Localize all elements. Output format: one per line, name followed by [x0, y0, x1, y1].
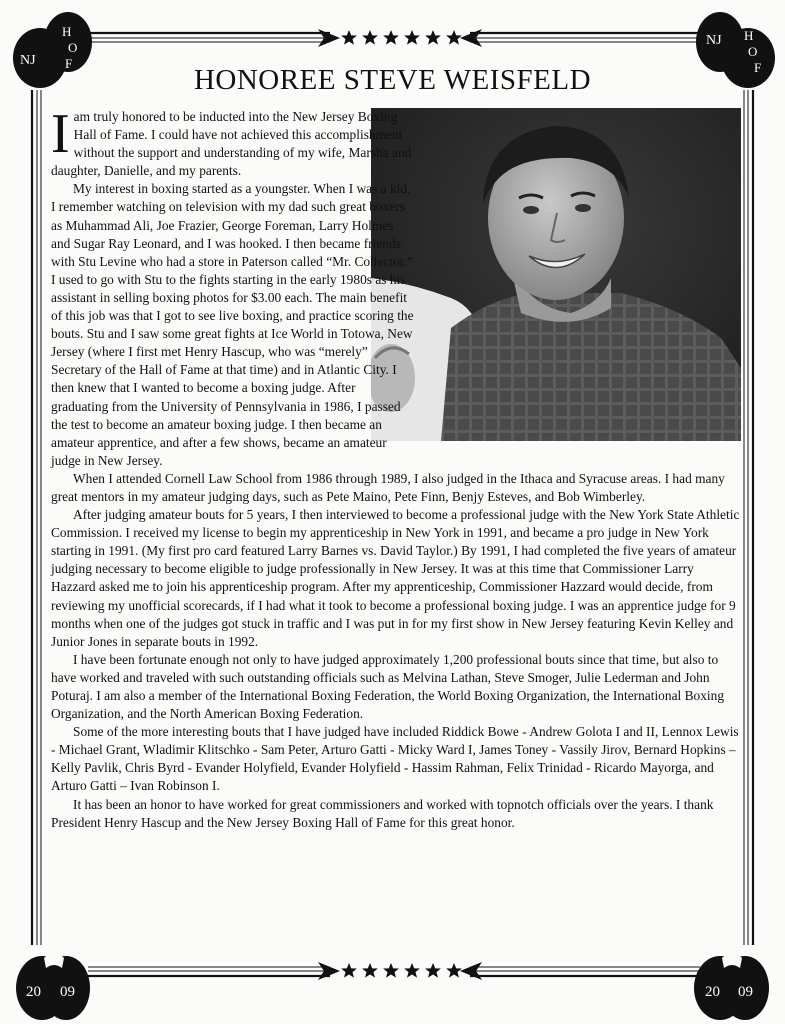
glove-logo-bottom-right [694, 954, 769, 1020]
photo-space [415, 108, 741, 441]
page-title: HONOREE STEVE WEISFELD [193, 64, 592, 96]
paragraph-2: My interest in boxing started as a youngster. When I was a kid, I remember watching on television with my dad such great boxers as Muhammad Ali, Joe Frazier, George Foreman, Larry Holmes and Sugar Ray Leonard, and I was hooked. I then became friends with Stu Levine who had a store in Paterson called “Mr. Collector.” I used to go with Stu to the fights starting in the early 1980s as his assistant in selling boxing photos for $3.00 each. The main benefit of this job was that I got to see live boxing, and practice scoring the bouts. Stu and I saw some great fights at Ice World in Totowa, New Jersey (where I first met Henry Hascup, who was “merely” Secretary of the Hall of Fame at that time) and in Atlantic City. I then knew that I wanted to become a boxing judge. After graduating from the University of Pennsylvania in 1986, I passed the test to become an amateur boxing judge. I then became an amateur apprentice, and after a few shows, became an amateur judge in New Jersey. [51, 181, 414, 468]
svg-text:O: O [748, 44, 758, 59]
svg-text:NJ: NJ [20, 53, 36, 68]
paragraph-intro-text: am truly honored to be inducted into the New Jersey Boxing Hall of Fame. I could have not achieved this accomplishment without the support and understanding of my wife, Marsha and daughter, Danielle, and my parents. [51, 109, 412, 179]
paragraph-5: I have been fortunate enough not only to have judged approximately 1,200 professional bouts since that time, but also to have worked and traveled with such outstanding officials such as Melvina Lathan, Steve Smoger, Julie Lederman and John Poturaj. I am also a member of the International Boxing Federation, the World Boxing Organization, the International Boxing Organization, and the North American Boxing Federation. [51, 651, 725, 722]
paragraph-3: When I attended Cornell Law School from 1986 through 1989, I also judged in the Ithaca and Syracuse areas. I had many great mentors in my amateur judging days, such as Pete Maino, Pete Finn, Benjy Esteves, and Bob Wimberley. [51, 470, 725, 504]
svg-text:20: 20 [26, 984, 41, 1000]
paragraph-6: Some of the more interesting bouts that I have judged have included Riddick Bowe - Andrew Golota I and II, Lennox Lewis - Michael Grant, Wladimir Klitschko - Sam Peter, Arturo Gatti - Micky Ward I, James Toney - Vassily Jirov, Bernard Hopkins – Kelly Pavlik, Chris Byrd - Evander Holyfield, Evander Holyfield - Hassim Rahman, Felix Trinidad - Ricardo Mayorga, and Arturo Gatti – Ivan Robinson I. [51, 724, 739, 794]
article-body [51, 103, 741, 832]
svg-text:F: F [65, 56, 73, 71]
glove-logo-bottom-left [16, 954, 90, 1020]
svg-text:H: H [62, 24, 72, 39]
svg-text:O: O [68, 40, 78, 55]
paragraph-4: After judging amateur bouts for 5 years, I then interviewed to become a professional judge with the New York State Athletic Commission. I received my license to begin my apprenticeship in New York in 1991, and became a pro judge in New York starting in 1991. (My first pro card featured Larry Barnes vs. David Taylor.) By 1991, I had completed the five years of amateur judging necessary to become eligible to judge professionally in New Jersey. It was at this time that Commissioner Larry Hazzard asked me to join his apprenticeship program. After my apprenticeship, Commissioner Hazzard would decide, from reviewing my unofficial scorecards, if I had what it took to become a professional boxing judge. I was an apprentice judge for 9 months when one of the judges got stuck in traffic and I was put in for my first show in New Jersey featuring Kevin Kelley and Junior Jones in separate bouts in 1992. [51, 507, 740, 649]
svg-text:F: F [754, 60, 762, 75]
svg-text:09: 09 [60, 984, 75, 1000]
star-bar-bottom [318, 962, 482, 980]
svg-text:09: 09 [738, 984, 753, 1000]
star-bar-top [318, 29, 482, 47]
svg-text:20: 20 [705, 984, 720, 1000]
svg-text:NJ: NJ [706, 33, 722, 48]
svg-text:H: H [744, 28, 754, 43]
paragraph-7: It has been an honor to have worked for great commissioners and worked with topnotch officials over the years. I thank President Henry Hascup and the New Jersey Boxing Hall of Fame for this great honor. [51, 796, 714, 830]
drop-cap: I [51, 103, 70, 165]
